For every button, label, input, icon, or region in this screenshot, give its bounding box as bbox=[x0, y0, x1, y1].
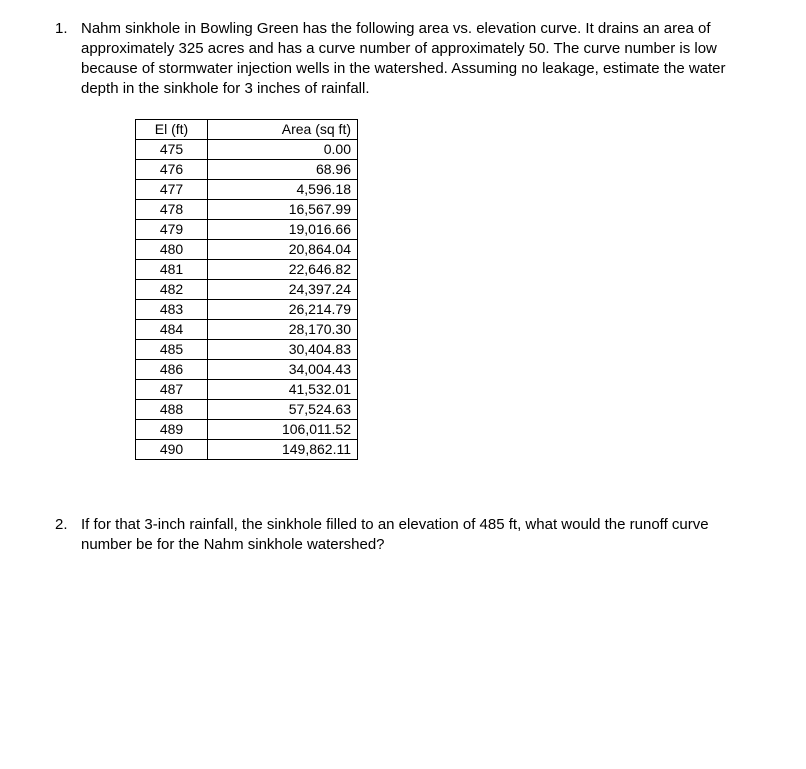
area-cell: 20,864.04 bbox=[208, 240, 358, 260]
area-cell: 0.00 bbox=[208, 140, 358, 160]
elevation-cell: 484 bbox=[136, 320, 208, 340]
area-cell: 34,004.43 bbox=[208, 360, 358, 380]
table-row bbox=[136, 240, 358, 260]
table-row bbox=[136, 200, 358, 220]
area-cell: 16,567.99 bbox=[208, 200, 358, 220]
area-cell: 149,862.11 bbox=[208, 440, 358, 460]
table-row bbox=[136, 280, 358, 300]
elevation-cell: 489 bbox=[136, 420, 208, 440]
elevation-cell: 476 bbox=[136, 160, 208, 180]
area-cell: 19,016.66 bbox=[208, 220, 358, 240]
area-cell: 41,532.01 bbox=[208, 380, 358, 400]
elevation-cell: 480 bbox=[136, 240, 208, 260]
problem-1-number: 1. bbox=[55, 20, 68, 37]
problem-2-number: 2. bbox=[55, 516, 68, 533]
elevation-cell: 483 bbox=[136, 300, 208, 320]
area-cell: 26,214.79 bbox=[208, 300, 358, 320]
table-row bbox=[136, 220, 358, 240]
area-cell: 24,397.24 bbox=[208, 280, 358, 300]
elevation-cell: 475 bbox=[136, 140, 208, 160]
elevation-cell: 482 bbox=[136, 280, 208, 300]
elevation-cell: 477 bbox=[136, 180, 208, 200]
area-cell: 28,170.30 bbox=[208, 320, 358, 340]
problem-2-text: If for that 3-inch rainfall, the sinkhole filled to an elevation of 485 ft, what would the runoff curve number be for the Nahm sinkhole watershed? bbox=[81, 516, 709, 553]
elevation-header: El (ft) bbox=[136, 120, 208, 140]
table-row bbox=[136, 320, 358, 340]
elevation-cell: 487 bbox=[136, 380, 208, 400]
table-row bbox=[136, 440, 358, 460]
table-row bbox=[136, 420, 358, 440]
area-cell: 106,011.52 bbox=[208, 420, 358, 440]
area-cell: 30,404.83 bbox=[208, 340, 358, 360]
elevation-cell: 488 bbox=[136, 400, 208, 420]
table-row bbox=[136, 360, 358, 380]
area-header: Area (sq ft) bbox=[208, 120, 358, 140]
table-row bbox=[136, 260, 358, 280]
elevation-cell: 479 bbox=[136, 220, 208, 240]
problem-1-text: Nahm sinkhole in Bowling Green has the following area vs. elevation curve. It drains an area of approximately 325 acres and has a curve number of approximately 50. The curve number is low because of stormwater injection wells in the watershed. Assuming no leakage, estimate the water depth in the sinkhole for 3 inches of rainfall. bbox=[81, 20, 726, 97]
area-cell: 68.96 bbox=[208, 160, 358, 180]
table-row bbox=[136, 380, 358, 400]
area-cell: 22,646.82 bbox=[208, 260, 358, 280]
table-row bbox=[136, 180, 358, 200]
elevation-cell: 478 bbox=[136, 200, 208, 220]
elevation-cell: 481 bbox=[136, 260, 208, 280]
problem-1 bbox=[55, 19, 755, 99]
table-header-row bbox=[136, 120, 358, 140]
elevation-cell: 486 bbox=[136, 360, 208, 380]
table-row bbox=[136, 300, 358, 320]
table-row bbox=[136, 160, 358, 180]
table-row bbox=[136, 340, 358, 360]
problem-2 bbox=[55, 515, 755, 555]
table-row bbox=[136, 140, 358, 160]
elevation-cell: 485 bbox=[136, 340, 208, 360]
area-cell: 4,596.18 bbox=[208, 180, 358, 200]
elevation-area-table bbox=[135, 119, 358, 460]
area-cell: 57,524.63 bbox=[208, 400, 358, 420]
elevation-cell: 490 bbox=[136, 440, 208, 460]
table-row bbox=[136, 400, 358, 420]
